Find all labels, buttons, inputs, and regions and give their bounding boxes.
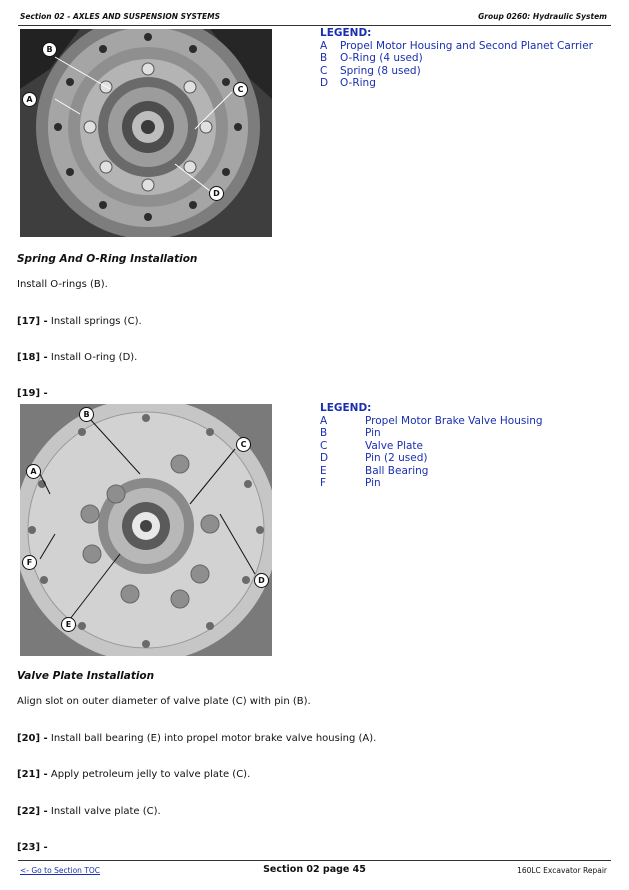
legend-item: [320, 465, 543, 478]
legend-text: Spring (8 used): [340, 64, 421, 77]
legend-title: LEGEND:: [320, 402, 372, 414]
callout-e: E: [61, 617, 76, 632]
step-text: Install O-ring (D).: [47, 352, 138, 363]
figure2-photo: [20, 404, 272, 656]
legend-item: [320, 77, 593, 90]
step-number: [20] -: [17, 733, 48, 744]
document-title: 160LC Excavator Repair: [517, 866, 607, 875]
legend-text: O-Ring (4 used): [340, 52, 423, 64]
legend-letter: D: [320, 452, 329, 464]
step-18: [17, 352, 137, 363]
legend-item: [320, 477, 543, 490]
step-number: [18] -: [17, 352, 48, 363]
step-22: [17, 806, 161, 817]
legend-item: [320, 65, 593, 78]
callout-f: F: [22, 555, 37, 570]
legend-letter: A: [320, 39, 328, 52]
step-number: [19] -: [17, 388, 48, 399]
step-20: [17, 733, 376, 744]
legend-text: Pin (2 used): [365, 452, 428, 464]
step-19: [17, 388, 48, 399]
legend-letter: C: [320, 439, 328, 452]
legend-item: [320, 52, 593, 65]
legend-text: Pin: [365, 427, 381, 439]
legend-letter: D: [320, 77, 329, 89]
legend-text: Pin: [365, 477, 381, 489]
step-text: Apply petroleum jelly to valve plate (C).: [47, 769, 251, 780]
instruction-text: Install O-rings (B).: [17, 279, 108, 290]
callout-c: C: [233, 82, 248, 97]
callout-c: C: [236, 437, 251, 452]
page-number: Section 02 page 45: [263, 864, 366, 875]
legend-item: [320, 427, 543, 440]
figure2-legend: [320, 402, 543, 490]
callout-d: D: [209, 186, 224, 201]
step-number: [22] -: [17, 806, 48, 817]
legend-title: LEGEND:: [320, 27, 372, 39]
legend-letter: B: [320, 52, 328, 64]
footer-divider: [18, 860, 611, 861]
callout-a: A: [22, 92, 37, 107]
legend-letter: F: [320, 477, 327, 489]
step-text: Install ball bearing (E) into propel motor brake valve housing (A).: [47, 733, 377, 744]
header-group: Group 0260: Hydraulic System: [478, 12, 607, 21]
legend-letter: C: [320, 64, 328, 77]
step-text: Install springs (C).: [47, 316, 142, 327]
step-21: [17, 769, 250, 780]
legend-item: [320, 40, 593, 53]
step-17: [17, 316, 142, 327]
legend-letter: B: [320, 427, 328, 439]
legend-text: Propel Motor Brake Valve Housing: [365, 414, 543, 427]
section-heading-spring-oring: Spring And O-Ring Installation: [17, 253, 198, 265]
figure1-legend: [320, 27, 593, 90]
legend-letter: E: [320, 464, 327, 477]
step-text: Install valve plate (C).: [47, 806, 161, 817]
section-heading-valve-plate: Valve Plate Installation: [17, 670, 155, 682]
callout-a: A: [26, 464, 41, 479]
legend-text: Propel Motor Housing and Second Planet Carrier: [340, 39, 593, 52]
figure1-photo: [20, 29, 272, 237]
step-number: [17] -: [17, 316, 48, 327]
legend-letter: A: [320, 414, 328, 427]
header-section: Section 02 - AXLES AND SUSPENSION SYSTEMS: [20, 12, 220, 21]
section-toc-link[interactable]: <- Go to Section TOC: [20, 866, 101, 875]
instruction-text: Align slot on outer diameter of valve plate (C) with pin (B).: [17, 696, 311, 707]
callout-b: B: [42, 42, 57, 57]
step-number: [23] -: [17, 842, 48, 853]
legend-text: O-Ring: [340, 77, 376, 89]
callout-b: B: [79, 407, 94, 422]
legend-text: Ball Bearing: [365, 464, 429, 477]
callout-d: D: [254, 573, 269, 588]
step-23: [17, 842, 48, 853]
step-number: [21] -: [17, 769, 48, 780]
legend-item: [320, 452, 543, 465]
legend-item: [320, 415, 543, 428]
legend-text: Valve Plate: [365, 439, 423, 452]
header-divider: [18, 25, 611, 26]
legend-item: [320, 440, 543, 453]
